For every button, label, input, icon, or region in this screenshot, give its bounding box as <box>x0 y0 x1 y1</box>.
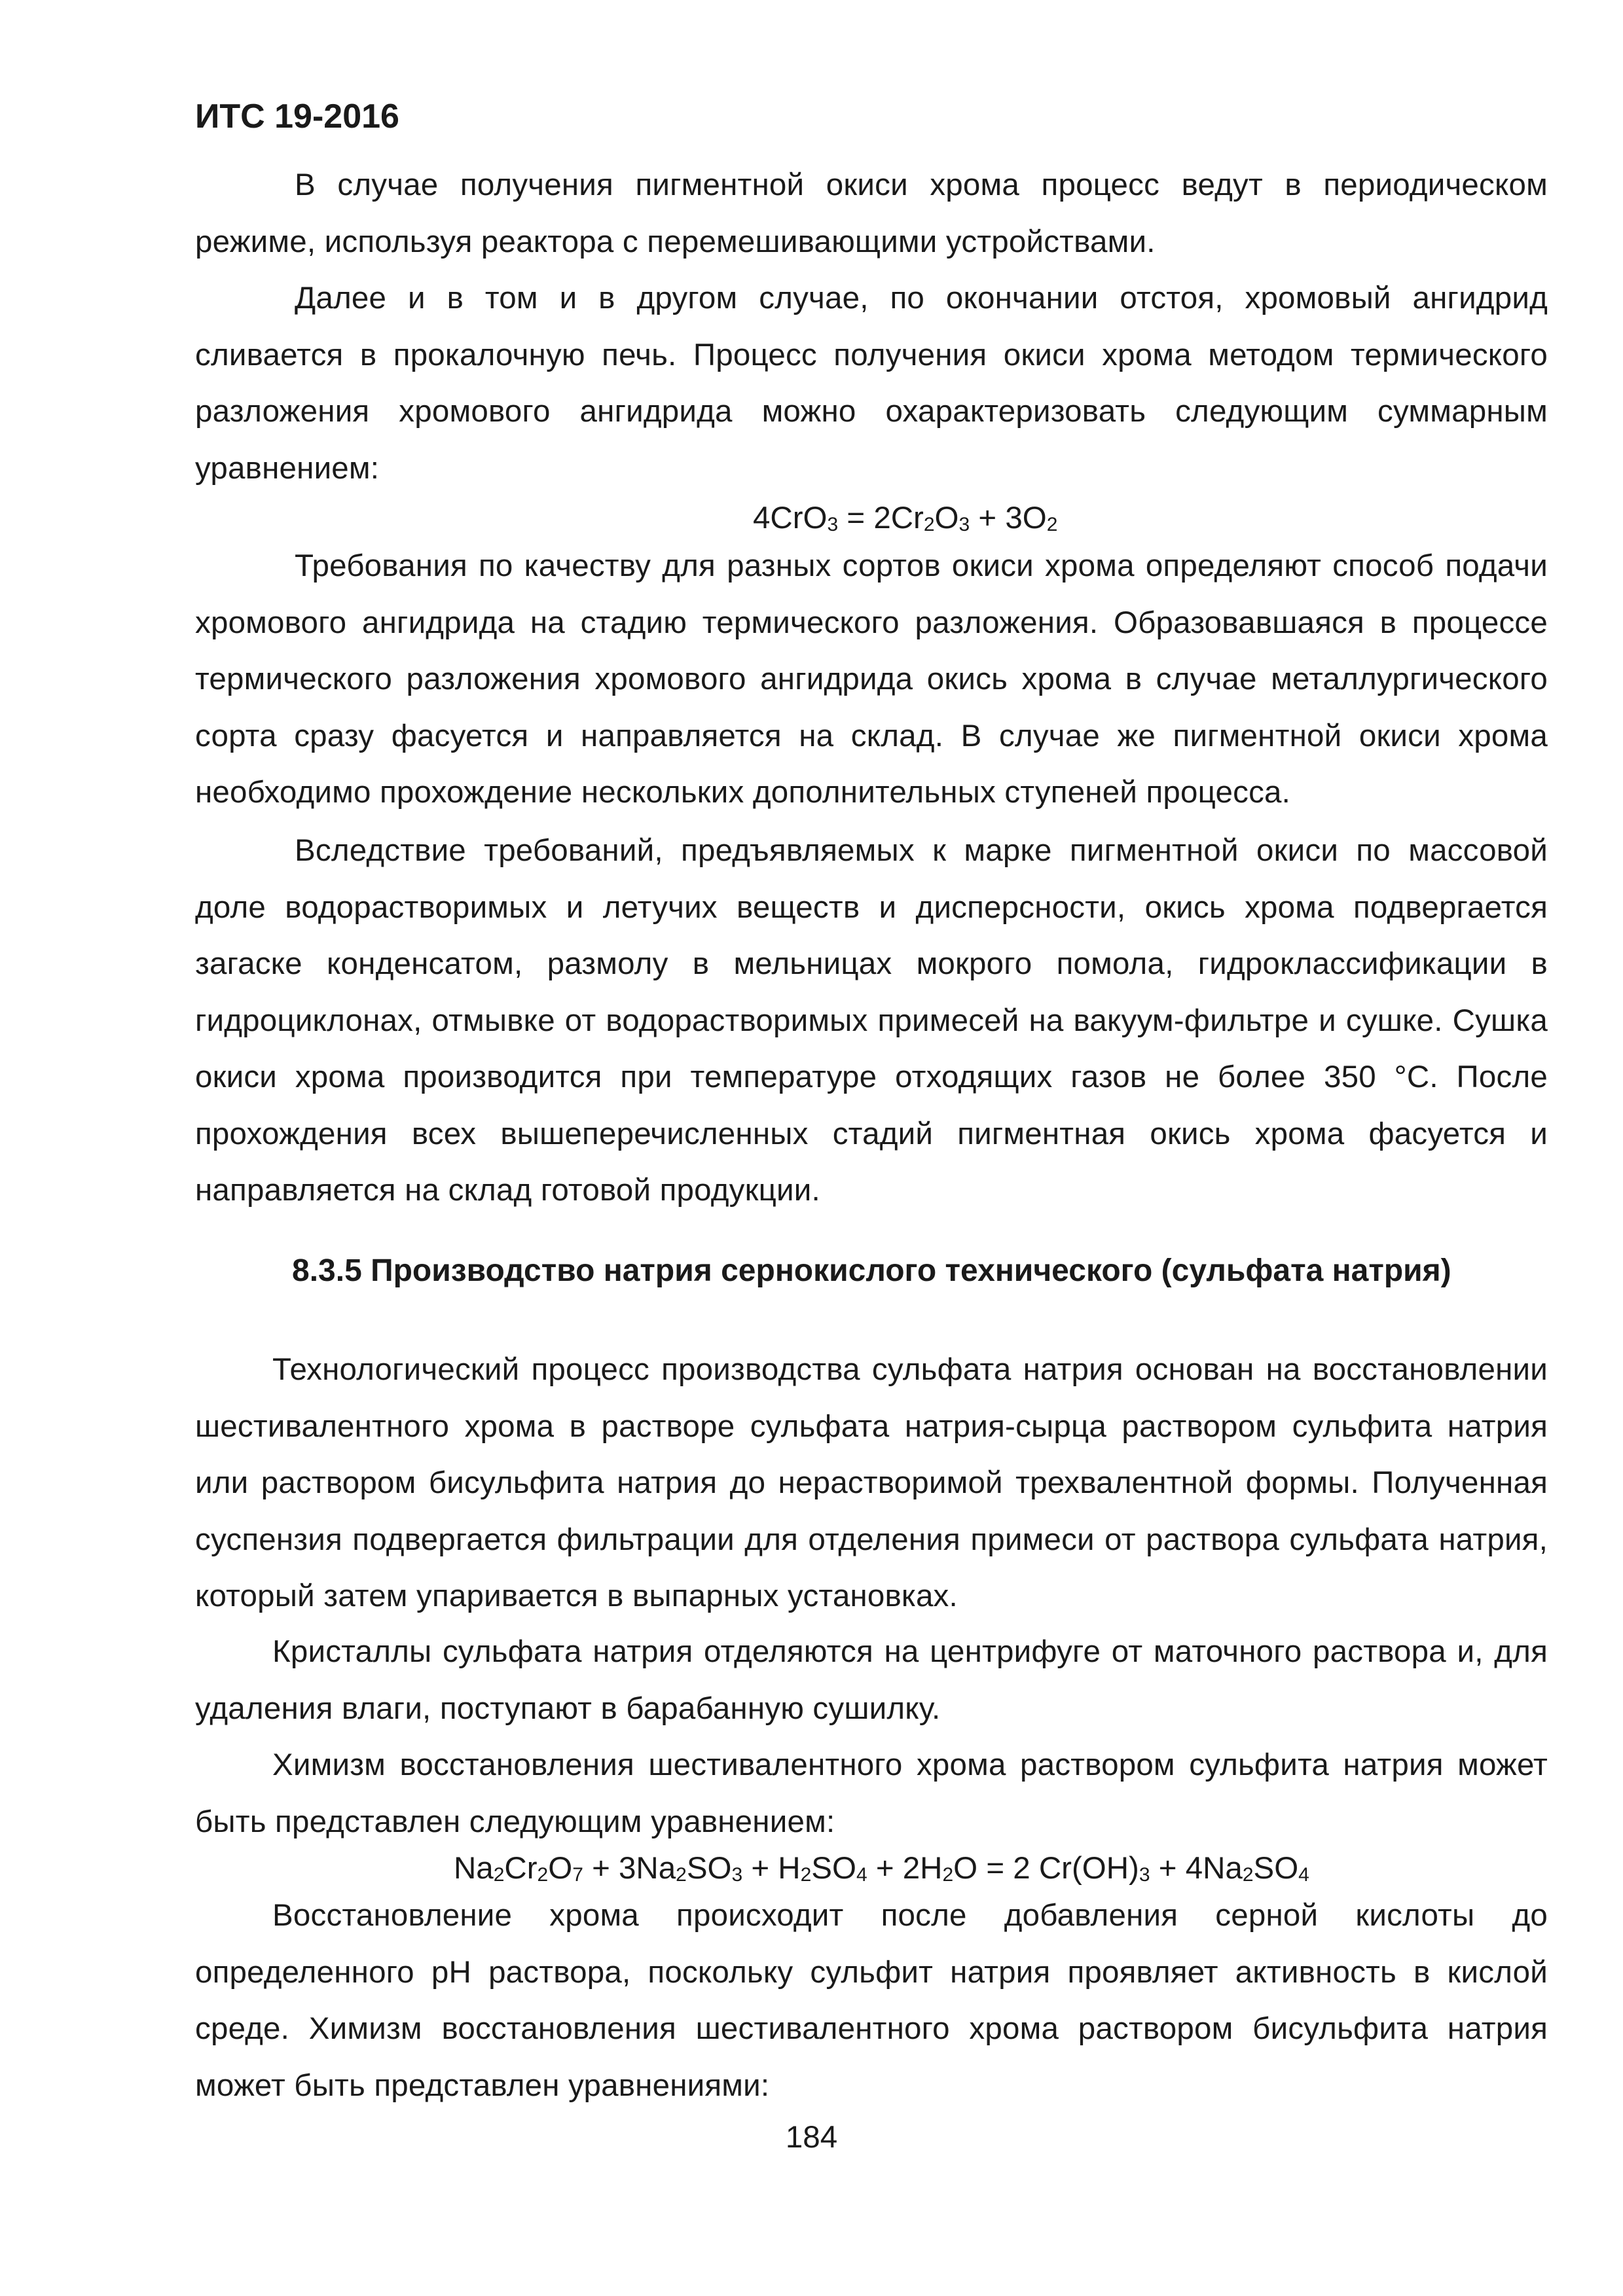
paragraph-pigment-treatment: Вследствие требований, предъявляемых к марке пигментной окиси по массовой доле водорастворимых и летучих веществ и дисперсности, окись хрома подвергается загаске конденсатом, размолу в мельницах мокрого помола, гидроклассификации в гидроциклонах, отмывке от водорастворимых примесей на вакуум-фильтре и сушке. Сушка окиси хрома производится при температуре отходящих газов не более 350 °С. После прохождения всех вышеперечисленных стадий пигментная окись хрома фасуется и направляется на склад готовой продукции. <box>195 833 1548 1208</box>
formula-chromium-oxide: $4CrO_3 = 2Cr_2O_3 + 3O_2$ <box>753 501 1058 535</box>
paragraph-quality-requirements: Требования по качеству для разных сортов окиси хрома определяют способ подачи хромового ангидрида на стадию термического разложения. Образовавшаяся в процессе термического разложения хромового ангидрида окись хрома в случае металлургического сорта сразу фасуется и направляется на склад. В случае же пигментной окиси хрома необходимо прохождение нескольких дополнительных ступеней процесса. <box>195 548 1548 810</box>
paragraph-sulfate-process: Технологический процесс производства сульфата натрия основан на восстановлении шестивалентного хрома в растворе сульфата натрия-сырца раствором сульфита натрия или раствором бисульфита натрия до нерастворимой трехвалентной формы. Полученная суспензия подвергается фильтрации для отделения примеси от раствора сульфата натрия, который затем упаривается в выпарных установках. <box>195 1352 1548 1613</box>
paragraph-sulfite-chemistry: Химизм восстановления шестивалентного хрома раствором сульфита натрия может быть представлен следующим уравнением: <box>195 1748 1548 1839</box>
document-code: ИТС 19-2016 <box>195 98 399 135</box>
paragraph-bisulfite-chemistry: Восстановление хрома происходит после добавления серной кислоты до определенного pH раствора, поскольку сульфит натрия проявляет активность в кислой среде. Химизм восстановления шестивалентного хрома раствором бисульфита натрия может быть представлен уравнениями: <box>195 1898 1548 2103</box>
section-heading: 8.3.5 Производство натрия сернокислого технического (сульфата натрия) <box>292 1253 1451 1288</box>
page-number: 184 <box>785 2120 838 2155</box>
paragraph-pigment-process: В случае получения пигментной окиси хрома процесс ведут в периодическом режиме, используя реактора с перемешивающими устройствами. <box>195 168 1548 259</box>
paragraph-crystals: Кристаллы сульфата натрия отделяются на центрифуге от маточного раствора и, для удаления влаги, поступают в барабанную сушилку. <box>195 1634 1548 1726</box>
paragraph-anhydride-drain: Далее и в том и в другом случае, по окончании отстоя, хромовый ангидрид сливается в прокалочную печь. Процесс получения окиси хрома методом термического разложения хромового ангидрида можно охарактеризовать следующим суммарным уравнением: <box>195 281 1548 486</box>
formula-sulfite-reduction: $Na_2Cr_2O_7 + 3Na_2SO_3 + H_2SO_4 + 2H_2O = 2$ $Cr(OH)_3 + 4Na_2SO_4$ <box>454 1851 1309 1886</box>
